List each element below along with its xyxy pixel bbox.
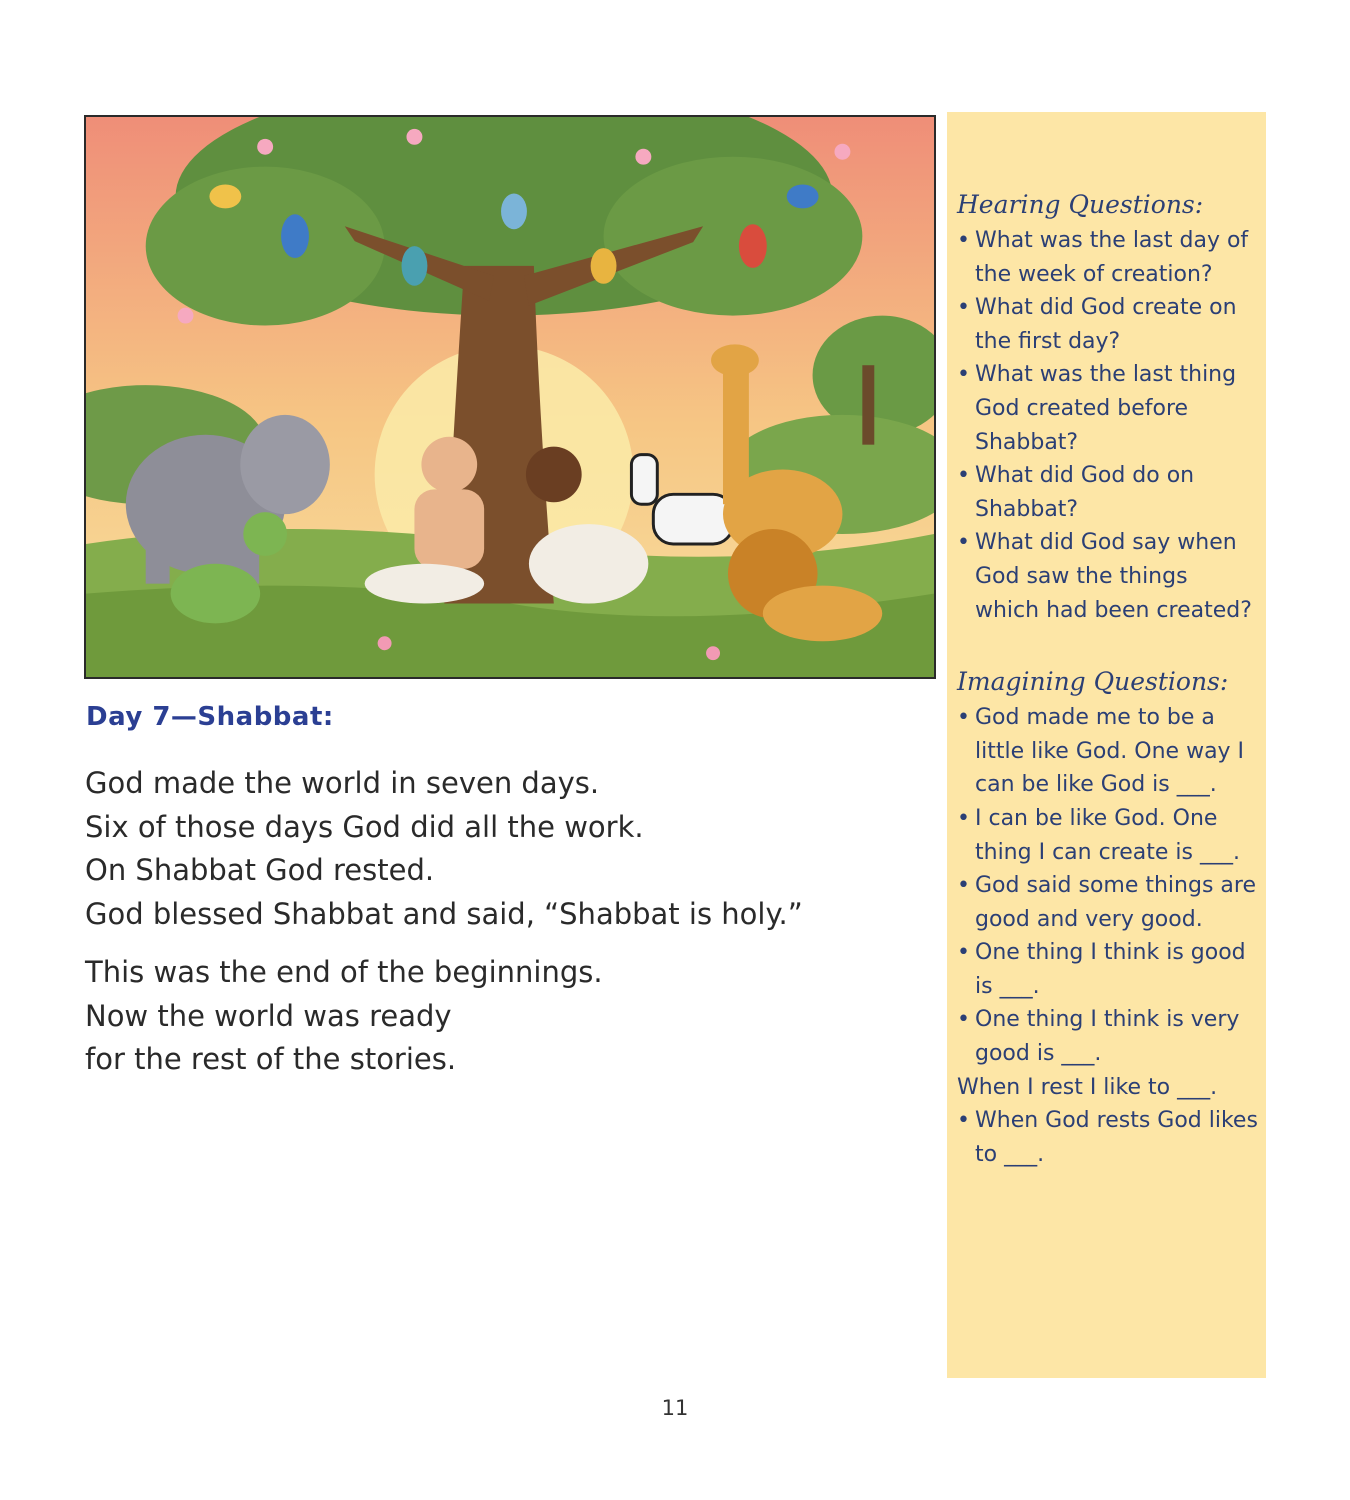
- page-number: 11: [661, 1396, 689, 1420]
- list-item: • One thing I think is very good is ___.: [957, 1003, 1258, 1070]
- hearing-questions-title: Hearing Questions:: [957, 190, 1204, 219]
- imagining-questions-list: [957, 701, 1258, 1171]
- list-item: • One thing I think is good is ___.: [957, 936, 1258, 1003]
- list-item: • God said some things are good and very good.: [957, 869, 1258, 936]
- list-item: • What was the last thing God created before Shabbat?: [957, 358, 1258, 459]
- list-item: • What did God create on the first day?: [957, 291, 1258, 358]
- list-item: • What did God say when God saw the things which had been created?: [957, 526, 1258, 627]
- list-item: • What was the last day of the week of creation?: [957, 224, 1258, 291]
- garden-illustration: [86, 117, 934, 677]
- section-heading: Day 7—Shabbat:: [86, 702, 334, 732]
- list-item: • God made me to be a little like God. One way I can be like God is ___.: [957, 701, 1258, 802]
- list-item: When I rest I like to ___.: [957, 1074, 1218, 1100]
- story-line: Six of those days God did all the work.: [85, 809, 644, 844]
- story-line: This was the end of the beginnings.: [85, 954, 603, 989]
- list-item: • What did God do on Shabbat?: [957, 459, 1258, 526]
- list-item: • I can be like God. One thing I can create is ___.: [957, 802, 1258, 869]
- list-item: • When God rests God likes to ___.: [957, 1104, 1258, 1171]
- questions-sidebar: [947, 112, 1266, 1378]
- story-line: On Shabbat God rested.: [85, 853, 435, 888]
- story-stanza-2: [85, 951, 905, 1082]
- story-stanza-1: [85, 762, 905, 937]
- hearing-questions-list: [957, 224, 1258, 627]
- illustration: [84, 115, 936, 679]
- story-line: God made the world in seven days.: [85, 766, 600, 800]
- story-line: for the rest of the stories.: [85, 1042, 457, 1077]
- story-line: Now the world was ready: [85, 998, 452, 1033]
- imagining-questions-title: Imagining Questions:: [957, 667, 1229, 697]
- story-text: [85, 762, 905, 1096]
- story-line: God blessed Shabbat and said, “Shabbat is holy.”: [85, 897, 803, 932]
